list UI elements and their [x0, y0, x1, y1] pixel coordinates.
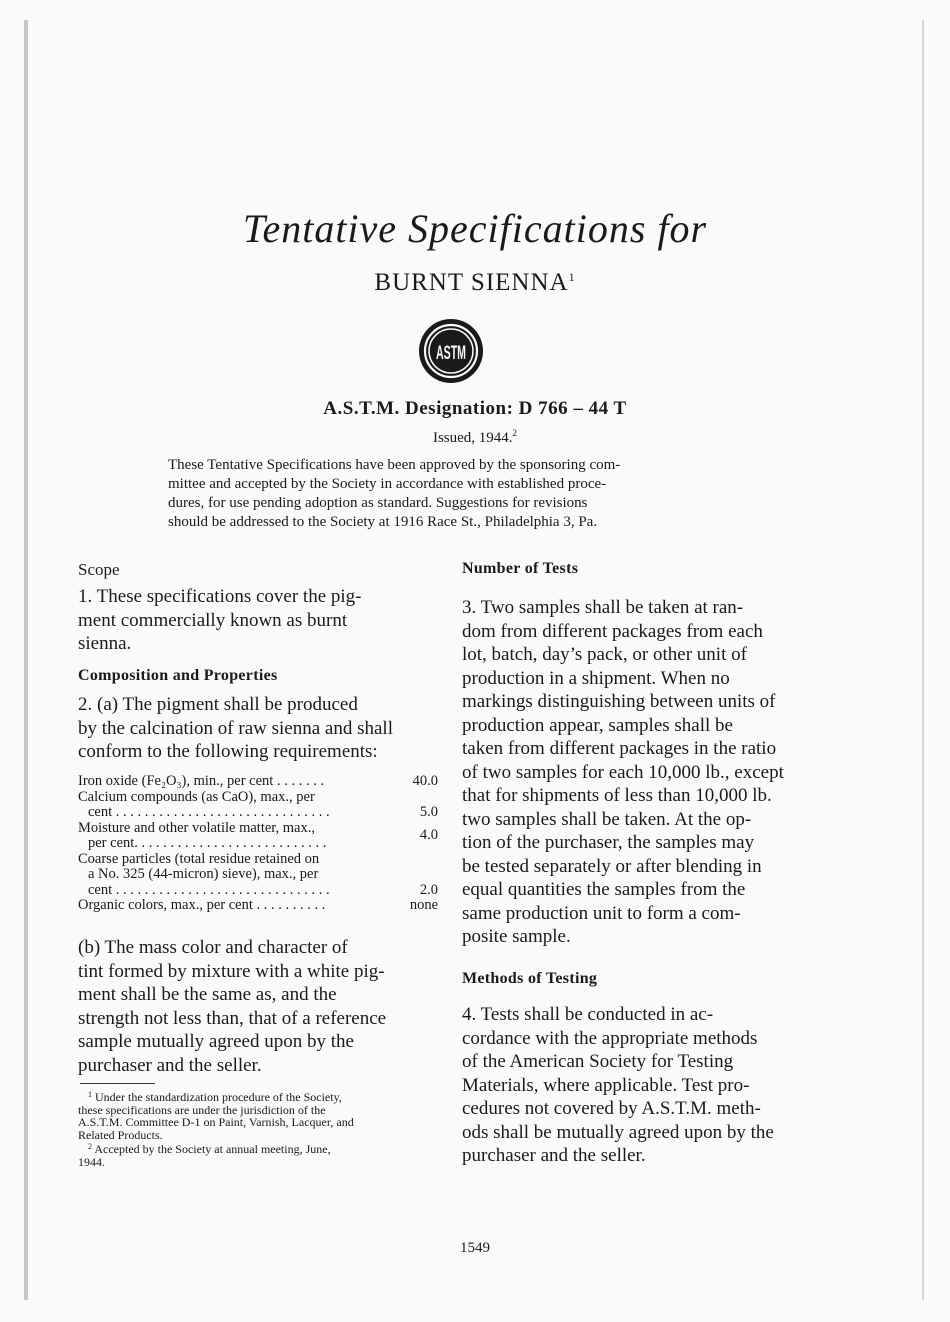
- footnote-line: these specifications are under the jurisdiction of the: [78, 1102, 326, 1117]
- requirement-row: [78, 774, 438, 790]
- title-italic: Tentative Specifications for: [242, 206, 708, 251]
- tests-line: tion of the purchaser, the samples may: [462, 832, 755, 853]
- heading-number-of-tests: Number of Tests: [462, 560, 579, 577]
- methods-line: cedures not covered by A.S.T.M. meth-: [462, 1098, 761, 1119]
- composition-line: conform to the following requirements:: [78, 741, 378, 762]
- issued: [0, 428, 950, 447]
- methods-line: 4. Tests shall be conducted in ac-: [462, 1004, 714, 1025]
- requirement-label: a No. 325 (44-micron) sieve), max., per: [88, 866, 319, 882]
- requirement-label: Organic colors, max., per cent . . . . . . . . . .: [78, 897, 326, 913]
- requirement-row: [78, 852, 438, 899]
- footnote-rule: [80, 1083, 155, 1084]
- footnote-text: Accepted by the Society at annual meeting, June,: [94, 1142, 331, 1156]
- requirement-value: 4.0: [419, 827, 438, 843]
- requirement-label: Iron oxide (Fe₂O₃), min., per cent . . . . . . .: [78, 773, 325, 789]
- heading-methods-of-testing: Methods of Testing: [462, 970, 598, 987]
- requirement-value: none: [409, 897, 438, 913]
- title-main: [0, 269, 950, 297]
- note-line: mittee and accepted by the Society in accordance with established proce-: [168, 476, 607, 492]
- logo-text: ASTM: [436, 343, 466, 364]
- tests-line: of two samples for each 10,000 lb., except: [462, 761, 784, 783]
- tests-line: production in a shipment. When no: [462, 667, 730, 689]
- requirement-label: per cent. . . . . . . . . . . . . . . . . . . . . . . . . . .: [88, 835, 327, 851]
- tests-line: 3. Two samples shall be taken at ran-: [462, 597, 744, 618]
- tests-line: production appear, samples shall be: [462, 714, 733, 736]
- scope-line: sienna.: [78, 633, 132, 654]
- issued-footnote-mark: 2: [512, 428, 518, 438]
- title-footnote-mark: 1: [568, 270, 576, 284]
- requirement-label: Calcium compounds (as CaO), max., per: [78, 788, 315, 805]
- composition-line-0: 2. (a) The pigment shall be produced: [78, 694, 358, 715]
- requirement-value: 5.0: [419, 804, 438, 820]
- requirements-table: [78, 774, 438, 914]
- requirement-label: cent . . . . . . . . . . . . . . . . . . . . . . . . . . . . . .: [88, 804, 330, 820]
- requirement-label: Coarse particles (total residue retained on: [78, 850, 320, 867]
- tint-line: ment shall be the same as, and the: [78, 984, 337, 1005]
- tests-line: equal quantities the samples from the: [462, 879, 746, 900]
- designation: A.S.T.M. Designation: D 766 – 44 T: [323, 398, 627, 419]
- tests-line: be tested separately or after blending in: [462, 855, 762, 877]
- requirement-label: Moisture and other volatile matter, max.,: [78, 819, 315, 836]
- page-number: 1549: [460, 1240, 490, 1256]
- tests-line: lot, batch, day’s pack, or other unit of: [462, 644, 747, 665]
- footnote-2: [78, 1141, 440, 1168]
- footnote-text: Under the standardization procedure of the Society,: [95, 1090, 342, 1104]
- scope-line: ment commercially known as burnt: [78, 609, 348, 631]
- footnote-line: 1944.: [78, 1154, 105, 1169]
- approval-note: [168, 456, 736, 532]
- section-composition: [78, 693, 438, 764]
- tests-line: posite sample.: [462, 926, 571, 947]
- footnote-line: [78, 1089, 440, 1104]
- tint-line: (b) The mass color and character of: [78, 937, 348, 958]
- methods-line: purchaser and the seller.: [462, 1145, 646, 1166]
- section-number-of-tests: [462, 596, 818, 949]
- requirement-value: 2.0: [419, 881, 438, 898]
- methods-line: cordance with the appropriate methods: [462, 1027, 758, 1049]
- methods-line: Materials, where applicable. Test pro-: [462, 1074, 750, 1096]
- footnote-line: A.S.T.M. Committee D-1 on Paint, Varnish, Lacquer, and: [78, 1115, 354, 1129]
- composition-line: by the calcination of raw sienna and shall: [78, 717, 393, 739]
- section-tint: [78, 936, 438, 1077]
- tint-line: purchaser and the seller.: [78, 1054, 262, 1076]
- tests-line: two samples shall be taken. At the op-: [462, 808, 752, 830]
- heading-scope: Scope: [78, 560, 120, 579]
- astm-logo: [418, 318, 484, 384]
- tests-line: that for shipments of less than 10,000 lb.: [462, 785, 772, 806]
- title-text: BURNT SIENNA: [374, 269, 569, 296]
- requirement-row: [78, 821, 438, 852]
- requirement-row: [78, 790, 438, 821]
- footnote-1: [78, 1089, 440, 1141]
- composition-line: [78, 693, 438, 717]
- methods-line: ods shall be mutually agreed upon by the: [462, 1121, 774, 1143]
- issued-text: Issued, 1944.: [432, 430, 513, 446]
- footnote-mark: 2: [88, 1142, 92, 1151]
- tests-line: dom from different packages from each: [462, 620, 763, 642]
- note-line: dures, for use pending adoption as standard. Suggestions for revisions: [168, 495, 588, 511]
- methods-line: of the American Society for Testing: [462, 1051, 734, 1072]
- section-scope: [78, 585, 438, 656]
- requirement-value: 40.0: [412, 773, 438, 789]
- tint-line: sample mutually agreed upon by the: [78, 1031, 354, 1052]
- note-line: should be addressed to the Society at 1916 Race St., Philadelphia 3, Pa.: [168, 514, 598, 530]
- tests-line: same production unit to form a com-: [462, 902, 741, 924]
- tint-line: strength not less than, that of a reference: [78, 1007, 387, 1029]
- footnote-line: Related Products.: [78, 1127, 163, 1142]
- tests-line: markings distinguishing between units of: [462, 691, 776, 712]
- tests-line: taken from different packages in the ratio: [462, 738, 777, 759]
- requirement-row: [78, 898, 438, 914]
- section-methods-of-testing: [462, 1003, 818, 1168]
- scope-line: 1. These specifications cover the pig-: [78, 586, 362, 607]
- tint-line: tint formed by mixture with a white pig-: [78, 960, 385, 982]
- footnote-line: [78, 1141, 440, 1156]
- footnote-mark: 1: [88, 1090, 92, 1099]
- note-line: These Tentative Specifications have been approved by the sponsoring com-: [168, 457, 621, 473]
- requirement-label: cent . . . . . . . . . . . . . . . . . . . . . . . . . . . . . .: [88, 881, 330, 898]
- heading-composition: Composition and Properties: [78, 667, 278, 684]
